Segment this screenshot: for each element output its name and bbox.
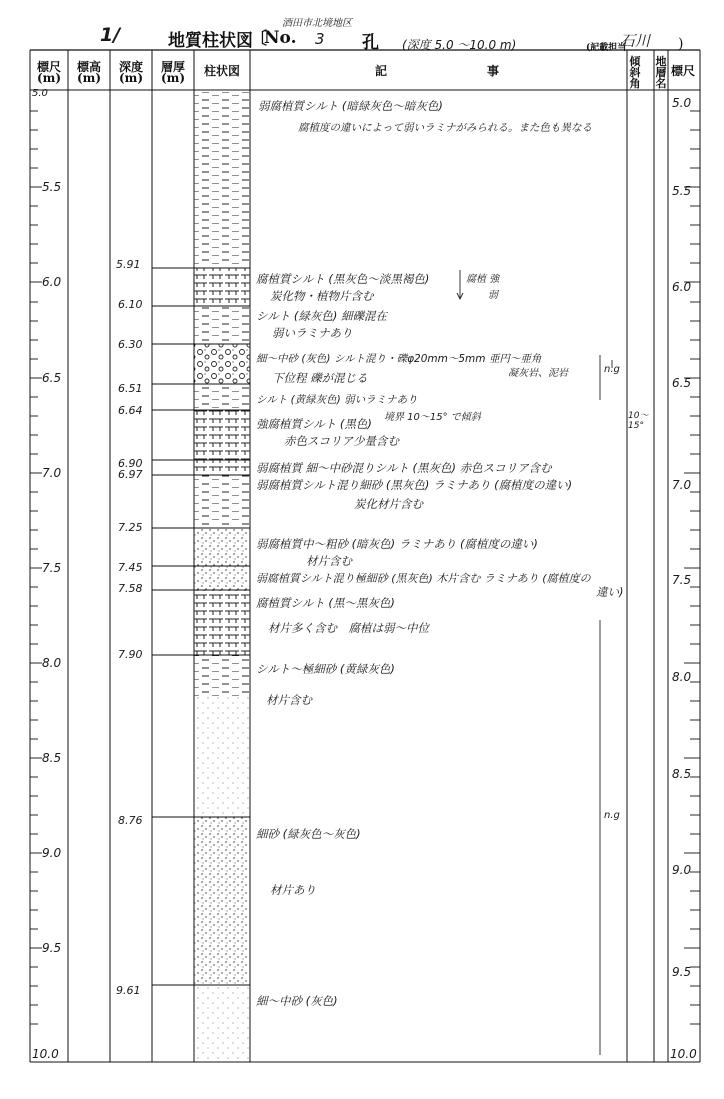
description-note: 凝灰岩、泥岩 — [508, 368, 568, 379]
description-note: シルト (緑灰色) 細礫混在 — [256, 309, 387, 323]
header-formation: 地層名 — [655, 55, 667, 90]
scale-right-6-0: 6.0 — [672, 280, 692, 294]
header-dip: 傾斜角 — [629, 55, 641, 90]
header-column: 柱状図 — [203, 64, 240, 78]
scale-right-6-5: 6.5 — [672, 376, 692, 390]
description-note: 弱腐植質 細～中砂混りシルト (黒灰色) 赤色スコリア含む — [256, 461, 552, 475]
scale-right-9-5: 9.5 — [672, 965, 692, 979]
scale-right-8-5: 8.5 — [672, 767, 692, 781]
depth-range: (深度 5.0 ～10.0 m) — [402, 38, 517, 52]
header-scale-right: 標尺 — [670, 64, 695, 78]
description-note: 細砂 (緑灰色～灰色) — [256, 827, 361, 841]
depth-label: 7.25 — [118, 521, 143, 534]
recorder-name: 石川 — [620, 32, 651, 50]
description-note: 弱腐植質シルト混り極細砂 (黒灰色) 木片含む ラミナあり (腐植度の — [256, 572, 591, 585]
scale-right-5-5: 5.5 — [672, 184, 692, 198]
header-thickness: 層厚 (m) — [160, 60, 186, 85]
scale-left-8-0: 8.0 — [42, 656, 62, 670]
depth-label: 6.51 — [118, 382, 143, 395]
description-note: 炭化物・植物片含む — [270, 289, 374, 303]
scale-left-7-0: 7.0 — [42, 466, 62, 480]
scale-right-7-5: 7.5 — [672, 573, 692, 587]
header-scale: 標尺 (m) — [36, 60, 62, 85]
ng-mark: n.g — [604, 810, 620, 821]
scale-left-10-0: 10.0 — [32, 1047, 59, 1061]
recorder-label: (記載担当 — [586, 43, 627, 53]
description-note: 細～中砂 (灰色) シルト混り・礫φ20mm～5mm 亜円～亜角 — [256, 353, 542, 365]
description-note: 細～中砂 (灰色) — [256, 994, 338, 1008]
description-note: 下位程 礫が混じる — [272, 371, 368, 385]
scale-right-5-0: 5.0 — [672, 96, 692, 110]
header-elevation: 標高 (m) — [76, 60, 102, 85]
description-note: 境界 10～15° で傾斜 — [384, 412, 481, 423]
description-note: 強腐植質シルト (黒色) — [256, 417, 372, 431]
hole-open-bracket: 〔 — [250, 29, 267, 49]
depth-label: 7.58 — [118, 582, 143, 595]
scale-left-9-0: 9.0 — [42, 846, 62, 860]
depth-label: 6.97 — [118, 468, 143, 481]
scale-right-8-0: 8.0 — [672, 670, 692, 684]
depth-label: 8.76 — [118, 814, 143, 827]
description-note: 材片含む — [266, 693, 312, 707]
depth-label: 6.64 — [118, 404, 143, 417]
header-description: 記 事 — [374, 64, 501, 78]
location-note: 酒田市北境地区 — [282, 18, 352, 29]
description-note: 材片多く含む 腐植は弱～中位 — [268, 621, 429, 635]
description-note: シルト (黄緑灰色) 弱いラミナあり — [256, 394, 418, 406]
depth-label: 6.90 — [118, 457, 143, 470]
scale-right-9-0: 9.0 — [672, 863, 692, 877]
description-note: 赤色スコリア少量含む — [284, 434, 399, 448]
description-note: 腐植質シルト (黒灰色～淡黒褐色) — [256, 272, 430, 286]
hole-suffix: 孔 — [362, 33, 379, 53]
description-note: 弱腐植質中～粗砂 (暗灰色) ラミナあり (腐植度の違い) — [256, 537, 538, 551]
scale-right-10-0: 10.0 — [670, 1047, 697, 1061]
scale-right-7-0: 7.0 — [672, 478, 692, 492]
description-note: 炭化材片含む — [354, 497, 423, 511]
depth-label: 5.91 — [116, 258, 141, 271]
description-note: 弱いラミナあり — [272, 326, 353, 340]
document-title: 地質柱状図 — [168, 31, 253, 51]
description-note: 腐植質シルト (黒～黒灰色) — [256, 596, 395, 610]
scale-left-7-5: 7.5 — [42, 561, 62, 575]
scale-left-9-5: 9.5 — [42, 941, 62, 955]
description-note: シルト～極細砂 (黄緑灰色) — [256, 662, 395, 676]
hole-number: 3 — [315, 30, 325, 48]
scale-left-6-0: 6.0 — [42, 275, 62, 289]
scale-left-8-5: 8.5 — [42, 751, 62, 765]
scale-left-6-5: 6.5 — [42, 371, 62, 385]
header-depth: 深度 (m) — [118, 60, 144, 85]
description-note: 違い) — [596, 585, 624, 599]
dip-value: 10～15° — [628, 411, 649, 431]
recorder-close: ) — [678, 36, 684, 52]
scale-left-5-0: 5.0 — [32, 88, 48, 99]
depth-label: 6.30 — [118, 338, 143, 351]
description-note: 腐植 強 — [466, 274, 500, 285]
description-note: 材片あり — [270, 883, 316, 897]
description-note: 弱腐植質シルト混り細砂 (黒灰色) ラミナあり (腐植度の違い) — [256, 478, 573, 492]
description-note: 材片含む — [306, 554, 352, 568]
description-note: 弱 — [488, 290, 498, 301]
description-note: 腐植度の違いによって弱いラミナがみられる。また色も異なる — [298, 122, 592, 134]
ng-mark: n.g — [604, 364, 620, 375]
description-note: 弱腐植質シルト (暗緑灰色～暗灰色) — [258, 99, 443, 113]
hole-no-label: No. — [264, 28, 297, 48]
sheet-number: 1/ — [100, 24, 121, 46]
depth-label: 6.10 — [118, 298, 143, 311]
depth-label: 7.90 — [118, 648, 143, 661]
depth-label: 9.61 — [116, 984, 141, 997]
scale-left-5-5: 5.5 — [42, 180, 62, 194]
depth-label: 7.45 — [118, 561, 143, 574]
